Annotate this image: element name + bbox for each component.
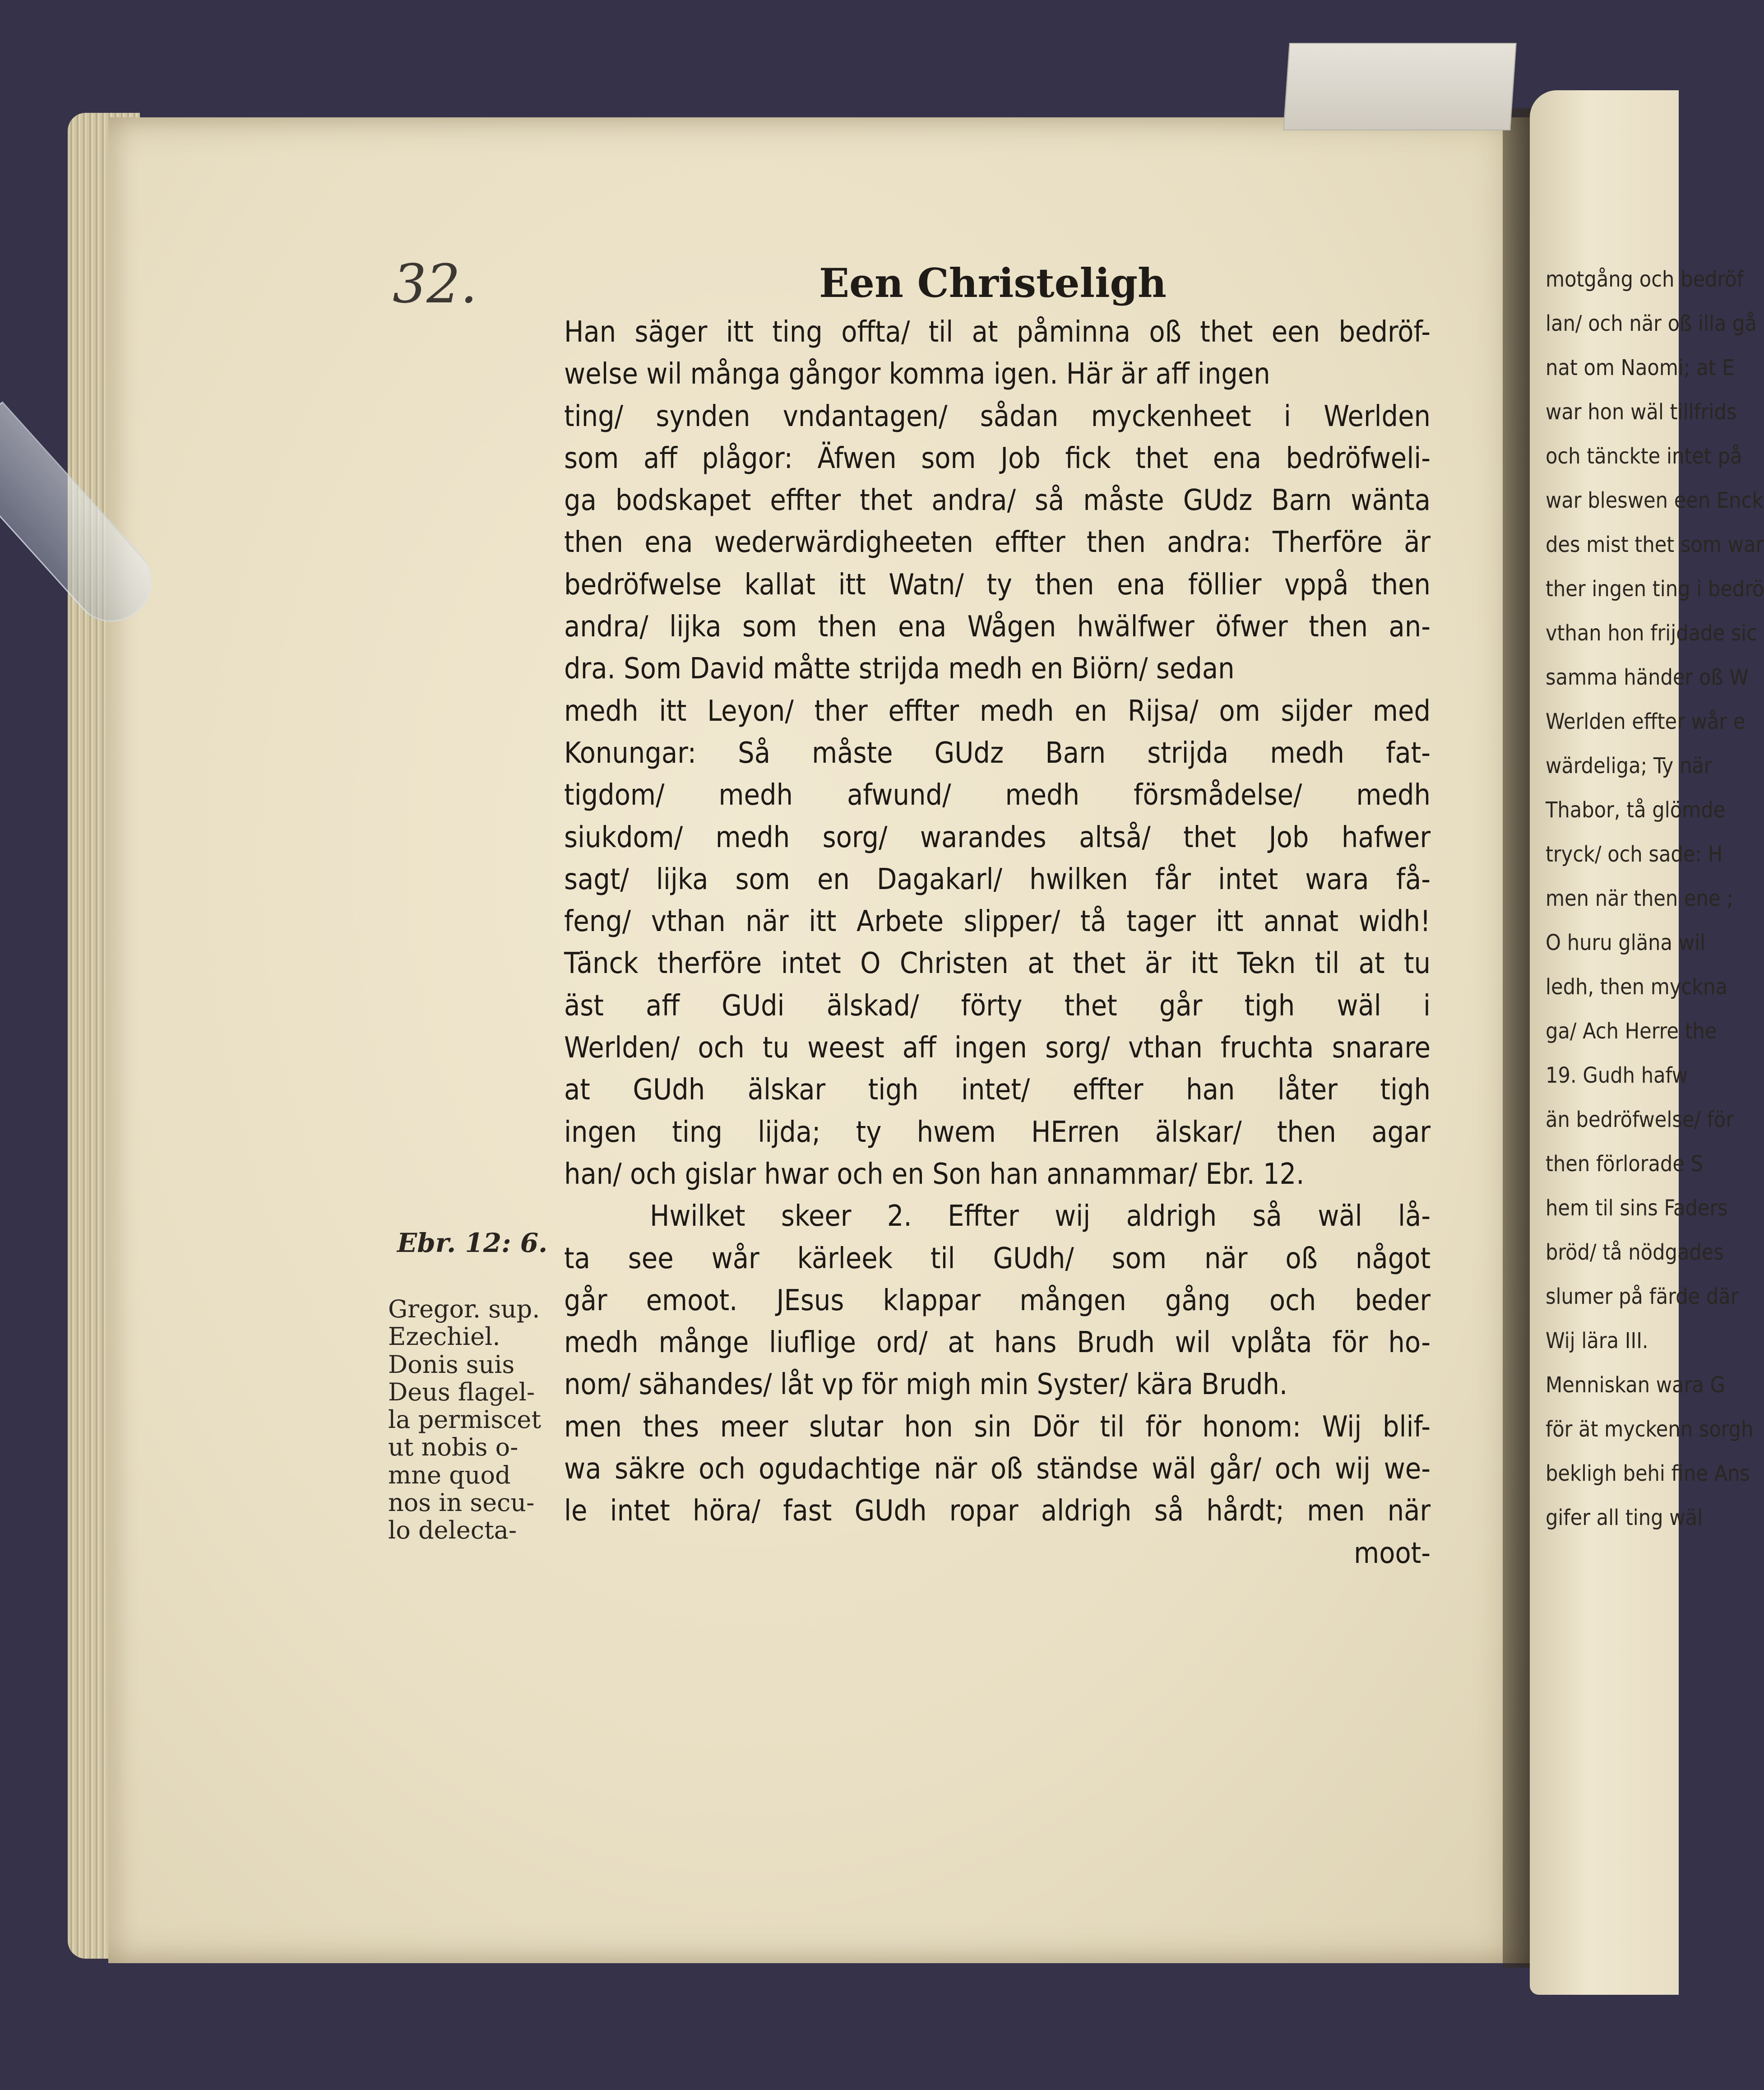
facing-page-line: ther ingen ting i bedrö bbox=[1546, 576, 1764, 602]
facing-page-line: war bleswen een Enck bbox=[1546, 488, 1764, 513]
text-line: ingen ting lijda; ty hwem HErren älskar/ then agar bbox=[564, 1115, 1431, 1149]
facing-page-line: hem til sins Faders bbox=[1546, 1196, 1728, 1221]
text-line: ga bodskapet effter thet andra/ så måste GUdz Barn wänta bbox=[564, 484, 1431, 518]
marginal-note-line: nos in secu- bbox=[388, 1488, 535, 1517]
text-line: Werlden/ och tu weest aff ingen sorg/ vthan fruchta snarare bbox=[564, 1031, 1431, 1065]
text-line: medh itt Leyon/ ther effter medh en Rijsa/ om sijder med bbox=[564, 694, 1431, 728]
text-line: feng/ vthan när itt Arbete slipper/ tå tager itt annat widh! bbox=[564, 905, 1431, 939]
page-number: 32. bbox=[393, 253, 477, 315]
facing-page-line: bröd/ tå nödgades bbox=[1546, 1240, 1724, 1265]
facing-page-line: Menniskan wara G bbox=[1546, 1372, 1725, 1398]
marginal-note-line: mne quod bbox=[388, 1460, 511, 1489]
facing-page-line: then förlorade S bbox=[1546, 1151, 1704, 1177]
text-line: medh månge liuflige ord/ at hans Brudh wil vplåta för ho- bbox=[564, 1326, 1431, 1360]
text-line: ting/ synden vndantagen/ sådan myckenheet i Werlden bbox=[564, 399, 1431, 433]
facing-page-line: för ät myckenn sorgh bbox=[1546, 1417, 1754, 1442]
facing-page-line: Wij lära III. bbox=[1546, 1328, 1648, 1353]
tissue-tab bbox=[1283, 43, 1517, 130]
text-line: nom/ sähandes/ låt vp för migh min Syster/ kära Brudh. bbox=[564, 1368, 1288, 1402]
marginal-note-line: la permiscet bbox=[388, 1405, 542, 1434]
text-line: Hwilket skeer 2. Effter wij aldrigh så wäl lå- bbox=[650, 1200, 1431, 1233]
marginal-note-line: ut nobis o- bbox=[388, 1433, 519, 1462]
facing-page-line: slumer på färde där bbox=[1546, 1284, 1739, 1309]
text-line: han/ och gislar hwar och en Son han annammar/ Ebr. 12. bbox=[564, 1157, 1305, 1191]
text-line: le intet höra/ fast GUdh ropar aldrigh så hårdt; men när bbox=[564, 1494, 1431, 1528]
text-line: welse wil många gångor komma igen. Här är aff ingen bbox=[564, 357, 1270, 391]
facing-page-line: O huru gläna wil bbox=[1546, 930, 1706, 955]
facing-page-line: bekligh behi fine Ans bbox=[1546, 1461, 1750, 1486]
facing-page-line: 19. Gudh hafw bbox=[1546, 1063, 1688, 1088]
facing-page-line: samma händer oß W bbox=[1546, 665, 1749, 690]
facing-page-line: Thabor, tå glömde bbox=[1546, 797, 1726, 823]
text-line: siukdom/ medh sorg/ warandes altså/ thet Job hafwer bbox=[564, 820, 1431, 854]
text-line: tigdom/ medh afwund/ medh försmådelse/ medh bbox=[564, 779, 1431, 812]
facing-page-line: ledh, then myckna bbox=[1546, 974, 1727, 1000]
text-line: äst aff GUdi älskad/ förty thet går tigh wäl i bbox=[564, 989, 1431, 1023]
facing-page-line: wärdeliga; Ty när bbox=[1546, 753, 1712, 779]
facing-page-line: gifer all ting wäl bbox=[1546, 1505, 1703, 1530]
facing-page-line: des mist thet som war bbox=[1546, 532, 1764, 557]
facing-page-line: ga/ Ach Herre the bbox=[1546, 1019, 1717, 1044]
text-line: Han säger itt ting offta/ til at påminna oß thet een bedröf- bbox=[564, 315, 1431, 349]
marginal-note-line: Ezechiel. bbox=[388, 1322, 500, 1351]
marginal-note bbox=[388, 1295, 551, 1544]
body-text bbox=[564, 311, 1431, 1575]
text-line: men thes meer slutar hon sin Dör til för honom: Wij blif- bbox=[564, 1410, 1431, 1444]
text-line: Konungar: Så måste GUdz Barn strijda medh fat- bbox=[564, 736, 1431, 770]
marginal-note-line: lo delecta- bbox=[388, 1516, 517, 1545]
running-title: Een Christeligh bbox=[819, 260, 1167, 306]
marginal-note-line: Donis suis bbox=[388, 1350, 515, 1379]
facing-page-line: tryck/ och sade: H bbox=[1546, 842, 1723, 867]
text-line: som aff plågor: Äfwen som Job fick thet ena bedröfweli- bbox=[564, 441, 1431, 475]
text-line: dra. Som David måtte strijda medh en Biörn/ sedan bbox=[564, 652, 1235, 686]
marginal-reference: Ebr. 12: 6. bbox=[397, 1228, 548, 1258]
facing-page-line: och tänckte intet på bbox=[1546, 444, 1742, 469]
facing-page-line: war hon wäl tillfrids bbox=[1546, 399, 1737, 425]
facing-page-text bbox=[1546, 257, 1764, 1540]
facing-page-line: Werlden effter wår e bbox=[1546, 709, 1745, 734]
text-line: Tänck therföre intet O Christen at thet är itt Tekn til at tu bbox=[564, 947, 1431, 981]
text-line: ta see wår kärleek til GUdh/ som när oß något bbox=[564, 1242, 1431, 1275]
facing-page-line: än bedröfwelse/ för bbox=[1546, 1107, 1734, 1132]
facing-page-line: motgång och bedröf bbox=[1546, 267, 1744, 292]
text-line: går emoot. JEsus klappar mången gång och beder bbox=[564, 1284, 1431, 1317]
text-line: wa säkre och ogudachtige när oß ständse wäl går/ och wij we- bbox=[564, 1452, 1431, 1486]
text-line: andra/ lijka som then ena Wågen hwälfwer öfwer then an- bbox=[564, 610, 1431, 644]
marginal-note-line: Gregor. sup. bbox=[388, 1295, 540, 1323]
facing-page-line: vthan hon frijdade sic bbox=[1546, 621, 1758, 646]
text-line: moot- bbox=[1354, 1536, 1431, 1570]
facing-page-line: men när then ene ; bbox=[1546, 886, 1733, 911]
text-line: at GUdh älskar tigh intet/ effter han låter tigh bbox=[564, 1073, 1431, 1107]
text-line: sagt/ lijka som en Dagakarl/ hwilken får intet wara få- bbox=[564, 862, 1431, 896]
facing-page-line: lan/ och när oß illa gå bbox=[1546, 311, 1757, 336]
text-line: bedröfwelse kallat itt Watn/ ty then ena föllier vppå then bbox=[564, 568, 1431, 602]
marginal-note-line: Deus flagel- bbox=[388, 1377, 535, 1406]
text-line: then ena wederwärdigheeten effter then andra: Therföre är bbox=[564, 526, 1431, 560]
facing-page-line: nat om Naomi; at E bbox=[1546, 355, 1735, 380]
